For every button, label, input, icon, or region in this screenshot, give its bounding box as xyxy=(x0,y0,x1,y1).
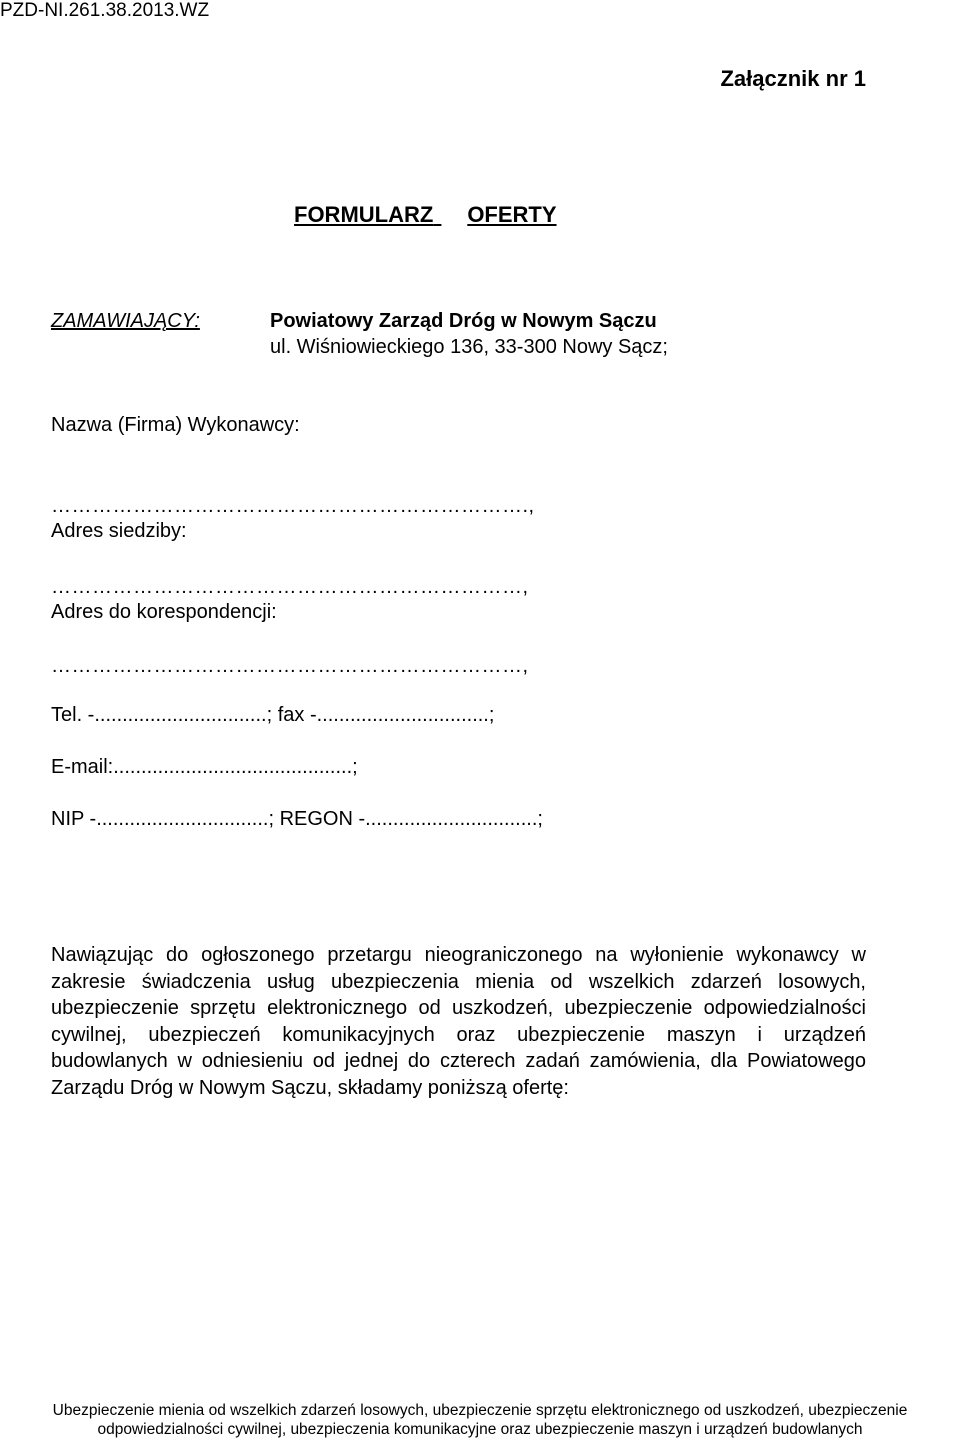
document-reference: PZD-NI.261.38.2013.WZ xyxy=(0,0,210,21)
ordering-party-address: ul. Wiśniowieckiego 136, 33-300 Nowy Sącz; xyxy=(270,336,668,358)
form-title-gap xyxy=(433,202,467,228)
footer-line-1: Ubezpieczenie mienia od wszelkich zdarzeń losowych, ubezpieczenie sprzętu elektronicznego od uszkodzeń, ubezpieczenie xyxy=(52,1402,908,1419)
form-title-word1: FORMULARZ xyxy=(294,202,434,227)
form-title xyxy=(294,202,557,228)
ordering-party-label: ZAMAWIAJĄCY: xyxy=(51,310,200,332)
email-field[interactable]: E-mail:...........................................; xyxy=(51,756,358,778)
footer-line-2: odpowiedzialności cywilnej, ubezpieczenia komunikacyjne oraz ubezpieczenie maszyn i urządzeń budowlanych xyxy=(97,1421,863,1438)
seat-address-field[interactable]: ……………………………………………………………, xyxy=(51,576,529,598)
form-title-word2: OFERTY xyxy=(467,202,557,227)
ordering-party-name: Powiatowy Zarząd Dróg w Nowym Sączu xyxy=(270,310,657,332)
correspondence-address-label: Adres do korespondencji: xyxy=(51,601,277,623)
tel-fax-field[interactable]: Tel. -...............................; fax -...............................; xyxy=(51,704,495,726)
seat-address-label: Adres siedziby: xyxy=(51,520,187,542)
attachment-label: Załącznik nr 1 xyxy=(720,66,866,91)
company-name-label: Nazwa (Firma) Wykonawcy: xyxy=(51,414,300,436)
nip-regon-field[interactable]: NIP -...............................; REGON -...............................; xyxy=(51,808,543,830)
correspondence-address-field[interactable]: ……………………………………………………………, xyxy=(51,655,529,677)
intro-paragraph: Nawiązując do ogłoszonego przetargu nieograniczonego na wyłonienie wykonawcy w zakresie świadczenia usług ubezpieczenia mienia od wszelkich zdarzeń losowych, ubezpieczenie sprzętu elektronicznego od uszkodzeń, ubezpieczenie odpowiedzialności cywilnej, ubezpieczeń komunikacyjnych oraz ubezpieczenie maszyn i urządzeń budowlanych w odniesieniu od jednej do czterech zadań zamówienia, dla Powiatowego Zarządu Dróg w Nowym Sączu, składamy poniższą ofertę: xyxy=(51,944,866,1099)
company-name-field[interactable]: ……………………………………………………………., xyxy=(51,495,535,517)
